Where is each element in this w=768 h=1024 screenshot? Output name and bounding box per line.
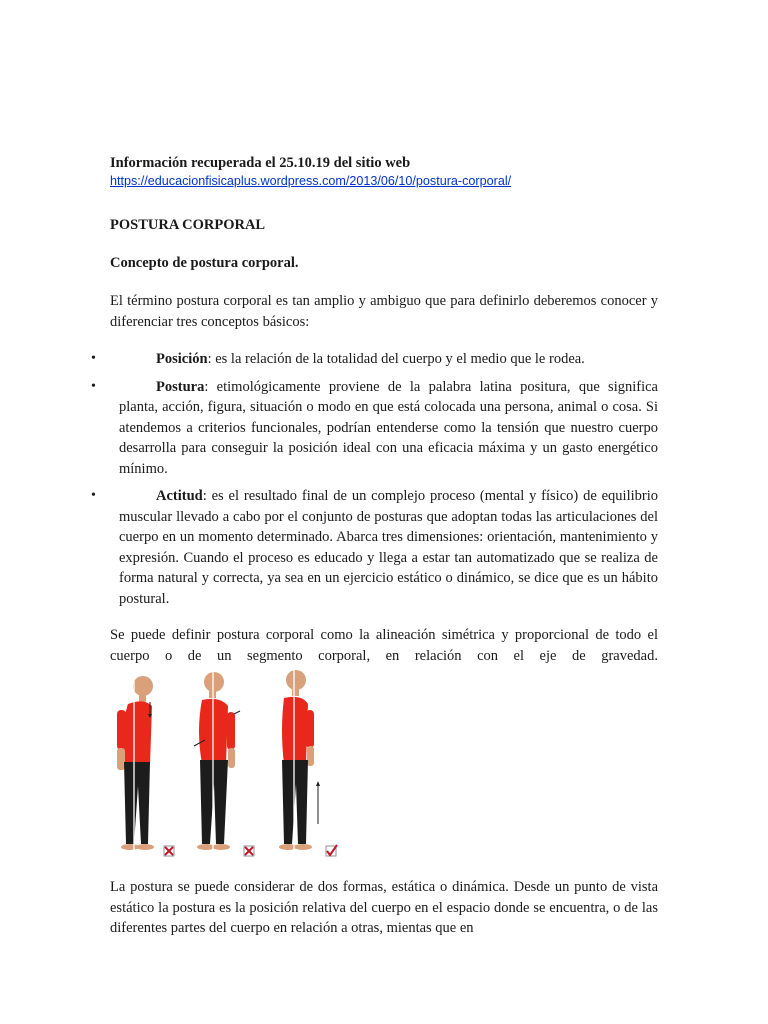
concept-text: : es la relación de la totalidad del cuerpo y el medio que le rodea.	[207, 351, 585, 367]
posture-figure	[110, 664, 350, 862]
concept-term: Posición	[156, 351, 208, 367]
list-item	[91, 486, 658, 609]
person-figure-swayback	[194, 672, 240, 850]
person-figure-slumped	[117, 674, 154, 850]
source-link[interactable]: https://educacionfisicaplus.wordpress.com/2013/06/10/postura-corporal/	[110, 174, 512, 188]
list-item	[91, 377, 658, 480]
cross-mark-icon	[164, 846, 174, 856]
concept-term: Actitud	[156, 488, 203, 504]
concept-list	[91, 349, 658, 609]
closing-paragraph: La postura se puede considerar de dos formas, estática o dinámica. Desde un punto de vista estático la postura es la posición relativa del cuerpo en el espacio donde se encuentra, o de las diferentes partes del cuerpo en relación a otras, mientas que en	[110, 879, 658, 936]
section-heading: Concepto de postura corporal.	[110, 255, 299, 271]
checkmark-icon	[326, 845, 337, 856]
list-item	[91, 349, 658, 370]
bullet-icon: •	[91, 378, 96, 394]
concept-text: : etimológicamente proviene de la palabra latina positura, que significa planta, acción, figura, situación o modo en que está colocada una persona, animal o cosa. Si atendemos a criterios funcionales, podrían entenderse como la tensión que nuestro cuerpo desarrolla para conseguir la posición ideal con una eficacia máxima y un gasto energético mínimo.	[119, 378, 658, 477]
person-figure-correct	[279, 670, 320, 850]
concept-term: Postura	[156, 378, 205, 395]
cross-mark-icon	[244, 846, 254, 856]
bullet-icon: •	[91, 351, 96, 366]
concept-text: : es el resultado final de un complejo proceso (mental y físico) de equilibrio muscular llevado a cabo por el conjunto de posturas que adoptan todas las articulaciones del cuerpo en un momento determinado. Abarca tres dimensiones: orientación, mantenimiento y expresión. Cuando el proceso es educado y llega a estar tan automatizado que se realiza de forma natural y correcta, ya sea en un ejercicio estático o dinámico, se dice que es un hábito postural.	[119, 488, 658, 607]
page-title: POSTURA CORPORAL	[110, 217, 266, 233]
source-title: Información recuperada el 25.10.19 del sitio web	[110, 155, 411, 171]
bullet-icon: •	[91, 488, 96, 503]
intro-paragraph: El término postura corporal es tan amplio y ambiguo que para definirlo deberemos conocer y diferenciar tres conceptos básicos:	[110, 293, 658, 330]
definition-paragraph: Se puede definir postura corporal como la alineación simétrica y proporcional de todo el cuerpo o de un segmento corporal, en relación con el eje de gravedad.	[110, 627, 658, 664]
